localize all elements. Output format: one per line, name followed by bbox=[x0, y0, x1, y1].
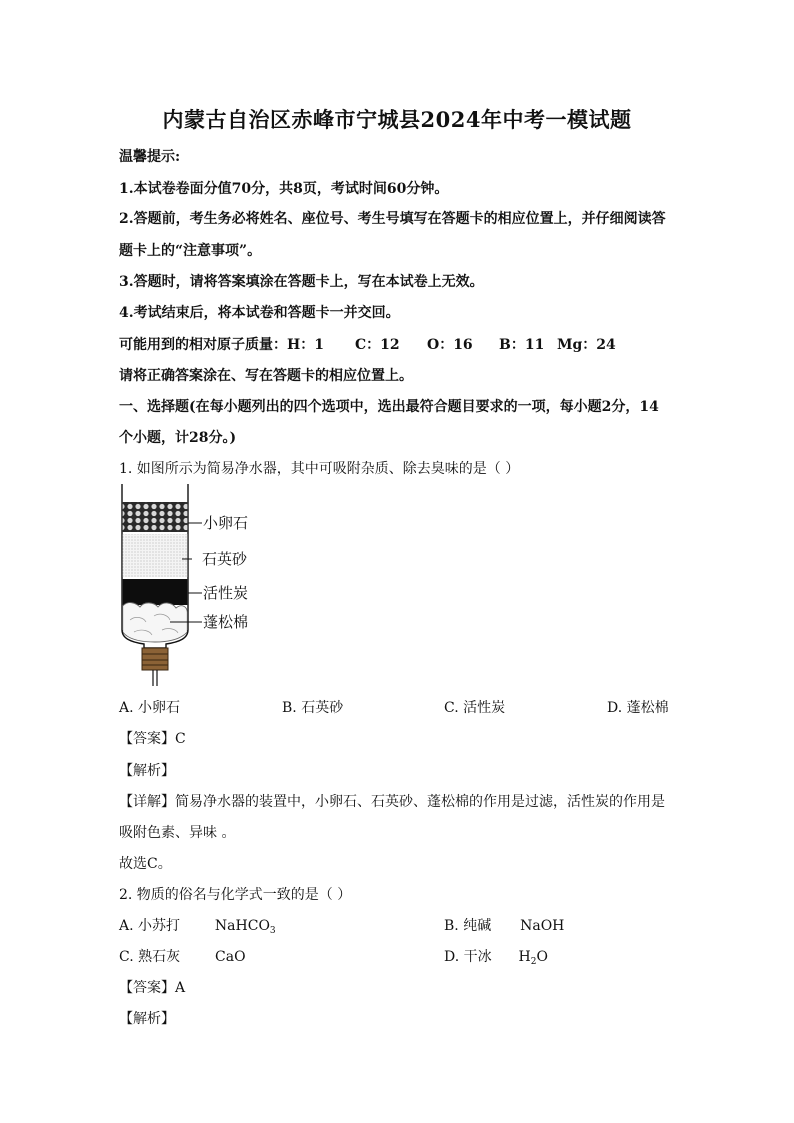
tip-4: 4.考试结束后，将本试卷和答题卡一并交回。 bbox=[119, 305, 400, 321]
q2-option-c-formula: CaO bbox=[215, 949, 246, 965]
instruction: 请将正确答案涂在、写在答题卡的相应位置上。 bbox=[119, 368, 413, 384]
question-1-stem: 1. 如图所示为简易净水器，其中可吸附杂质、除去臭味的是（ ） bbox=[119, 461, 520, 477]
label-cotton: 蓬松棉 bbox=[203, 613, 249, 631]
q1-option-b: B. 石英砂 bbox=[282, 700, 344, 716]
q1-answer: 【答案】C bbox=[119, 731, 186, 747]
section-1-line-1: 一、选择题(在每小题列出的四个选项中，选出最符合题目要求的一项，每小题2分，14 bbox=[119, 399, 659, 415]
q1-option-a: A. 小卵石 bbox=[119, 700, 181, 716]
label-activated-carbon: 活性炭 bbox=[203, 584, 249, 602]
tip-2-line-1: 2.答题前，考生务必将姓名、座位号、考生号填写在答题卡的相应位置上，并仔细阅读答 bbox=[119, 211, 666, 227]
page-title: 内蒙古自治区赤峰市宁城县2024年中考一模试题 bbox=[162, 107, 632, 132]
atomic-mass-o: O：16 bbox=[427, 337, 473, 353]
q2-option-b-formula: NaOH bbox=[520, 918, 565, 934]
q1-conclusion: 故选C。 bbox=[119, 856, 172, 872]
q2-option-b bbox=[444, 915, 564, 935]
activated-carbon-layer bbox=[123, 579, 188, 605]
q2-option-c-label: C. 熟石灰 bbox=[119, 949, 181, 965]
atomic-masses bbox=[119, 334, 616, 354]
tips-heading: 温馨提示: bbox=[119, 149, 181, 165]
q1-analysis-heading: 【解析】 bbox=[119, 763, 175, 779]
pebble-layer bbox=[123, 502, 188, 532]
tip-1: 1.本试卷卷面分值70分，共8页，考试时间60分钟。 bbox=[119, 181, 449, 197]
water-purifier-diagram bbox=[110, 482, 280, 688]
q1-option-d: D. 蓬松棉 bbox=[607, 700, 669, 716]
q2-option-d-formula: $H_2O$ bbox=[518, 949, 548, 967]
q1-detail-line-2: 吸附色素、异味 。 bbox=[119, 825, 236, 841]
q2-option-c bbox=[119, 946, 246, 966]
q2-option-a-formula: NaHCO$_3$ bbox=[214, 918, 276, 936]
question-2-stem: 2. 物质的俗名与化学式一致的是（ ） bbox=[119, 887, 352, 903]
q2-option-a-label: A. 小苏打 bbox=[119, 918, 181, 934]
label-pebbles: 小卵石 bbox=[203, 514, 249, 532]
atomic-mass-c: C：12 bbox=[355, 337, 400, 353]
q1-option-c: C. 活性炭 bbox=[444, 700, 506, 716]
atomic-mass-b: B：11 bbox=[499, 337, 545, 353]
q2-option-b-label: B. 纯碱 bbox=[444, 918, 492, 934]
atomic-masses-label: 可能用到的相对原子质量： bbox=[119, 337, 287, 353]
rubber-stopper bbox=[142, 648, 168, 670]
label-quartz-sand: 石英砂 bbox=[202, 550, 248, 568]
atomic-mass-mg: Mg：24 bbox=[557, 337, 616, 353]
q2-option-d bbox=[444, 946, 548, 966]
q2-option-a bbox=[119, 915, 276, 935]
q2-answer: 【答案】A bbox=[119, 980, 186, 996]
q2-analysis-heading: 【解析】 bbox=[119, 1011, 175, 1027]
q2-option-d-label: D. 干冰 bbox=[444, 949, 492, 965]
q1-detail-line-1: 【详解】简易净水器的装置中，小卵石、石英砂、蓬松棉的作用是过滤，活性炭的作用是 bbox=[119, 794, 665, 810]
tip-3: 3.答题时，请将答案填涂在答题卡上，写在本试卷上无效。 bbox=[119, 274, 484, 290]
quartz-sand-layer bbox=[123, 534, 188, 577]
section-1-line-2: 个小题，计28分。) bbox=[119, 430, 237, 446]
tip-2-line-2: 题卡上的“注意事项”。 bbox=[119, 243, 262, 259]
atomic-mass-h: H：1 bbox=[287, 337, 324, 353]
